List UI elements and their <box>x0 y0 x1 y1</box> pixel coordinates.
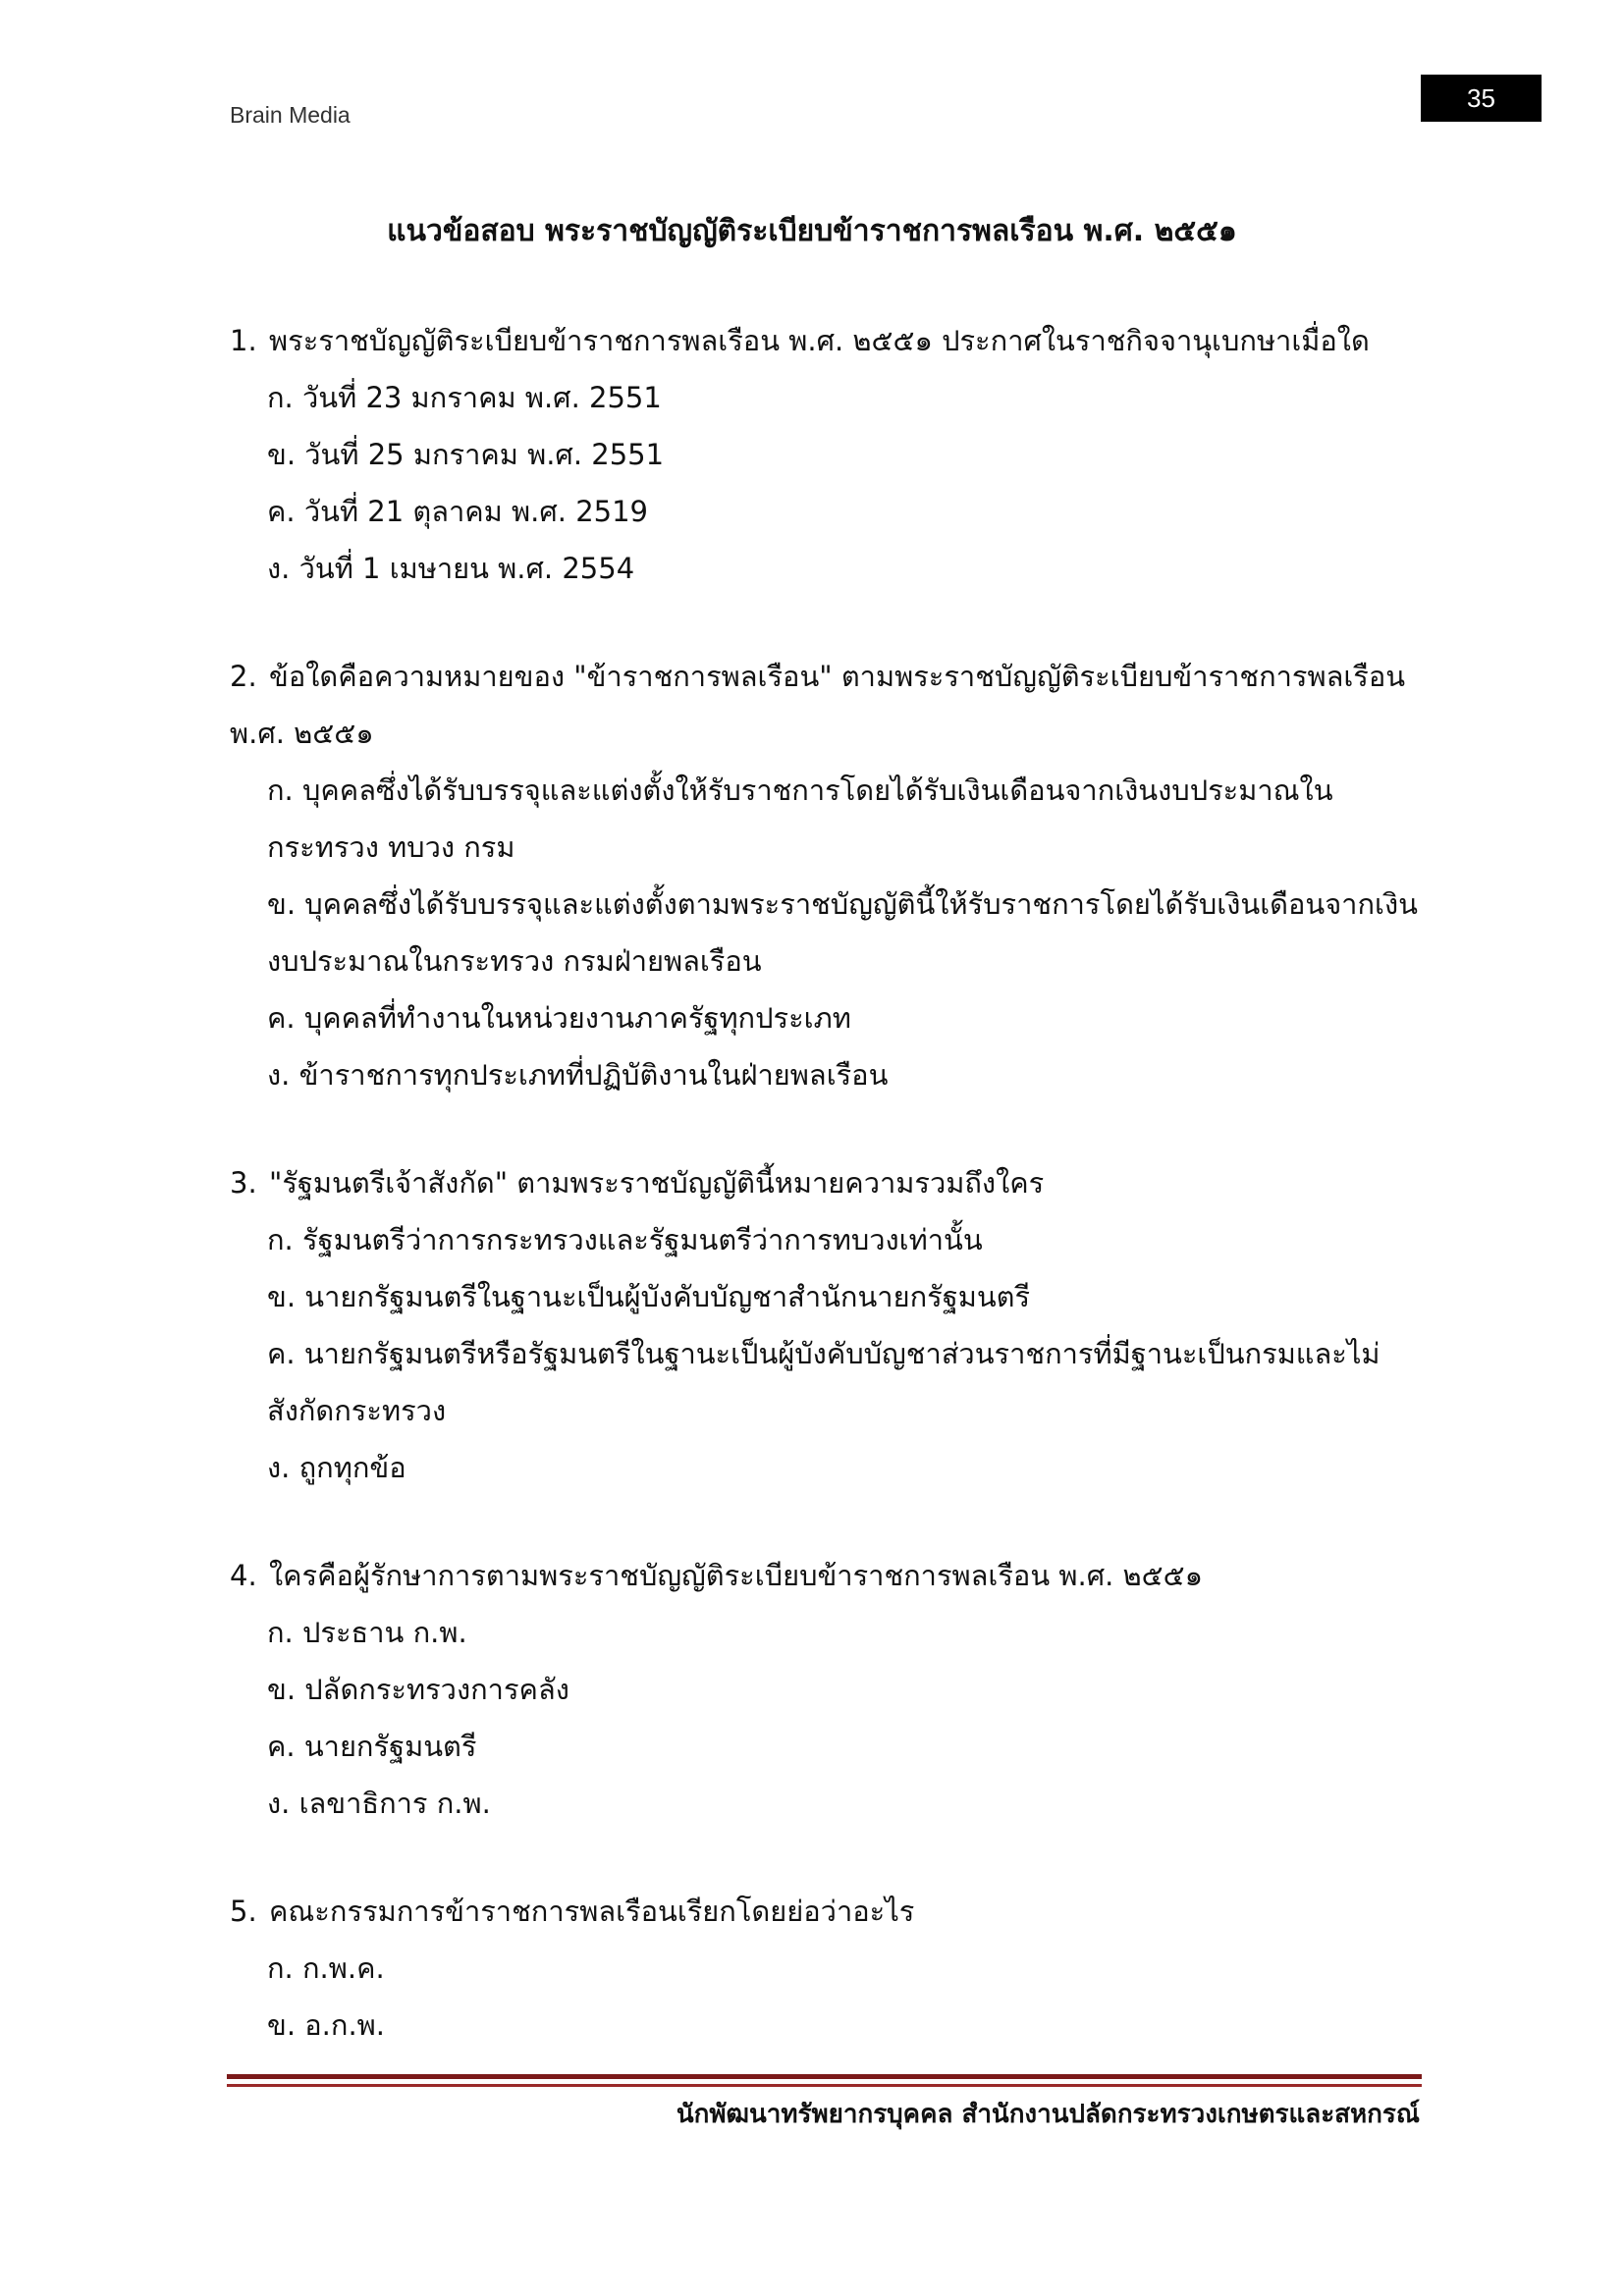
footer-divider <box>227 2074 1422 2079</box>
question-number: 2. <box>230 660 257 693</box>
question-2 <box>230 648 1437 1103</box>
question-text <box>230 648 1437 762</box>
footer-divider-thin <box>227 2084 1422 2087</box>
choice-c: ค. บุคคลที่ทำงานในหน่วยงานภาครัฐทุกประเภท <box>267 1001 851 1035</box>
question-body: ข้อใดคือความหมายของ "ข้าราชการพลเรือน" ตามพระราชบัญญัติระเบียบข้าราชการพลเรือน พ.ศ. ๒๕๕๑ <box>230 660 1406 750</box>
choice-d: ง. เลขาธิการ ก.พ. <box>267 1787 491 1820</box>
choice-d: ง. ถูกทุกข้อ <box>267 1451 406 1484</box>
question-body: ใครคือผู้รักษาการตามพระราชบัญญัติระเบียบข้าราชการพลเรือน พ.ศ. ๒๕๕๑ <box>269 1559 1203 1592</box>
footer-text: นักพัฒนาทรัพยากรบุคคล สำนักงานปลัดกระทรวงเกษตรและสหกรณ์ <box>676 2100 1420 2129</box>
choice-a: ก. บุคคลซึ่งได้รับบรรจุและแต่งตั้งให้รับราชการโดยได้รับเงินเดือนจากเงินงบประมาณในกระทรวง ทบวง กรม <box>267 774 1333 864</box>
question-number: 1. <box>230 324 257 357</box>
question-body: "รัฐมนตรีเจ้าสังกัด" ตามพระราชบัญญัตินี้หมายความรวมถึงใคร <box>269 1166 1045 1200</box>
question-5 <box>230 1883 1437 2054</box>
choice-c: ค. วันที่ 21 ตุลาคม พ.ศ. 2519 <box>267 495 649 528</box>
choice-b: ข. อ.ก.พ. <box>267 2008 386 2042</box>
choice-b: ข. ปลัดกระทรวงการคลัง <box>267 1673 569 1706</box>
choice-a: ก. ประธาน ก.พ. <box>267 1616 467 1649</box>
choice-a: ก. รัฐมนตรีว่าการกระทรวงและรัฐมนตรีว่าการทบวงเท่านั้น <box>267 1223 983 1256</box>
question-text <box>230 1547 1437 1604</box>
choice-b: ข. บุคคลซึ่งได้รับบรรจุและแต่งตั้งตามพระราชบัญญัตินี้ให้รับราชการโดยได้รับเงินเดือนจากเงินงบประมาณในกระทรวง กรมฝ่ายพลเรือน <box>267 887 1418 978</box>
choice-b: ข. นายกรัฐมนตรีในฐานะเป็นผู้บังคับบัญชาสำนักนายกรัฐมนตรี <box>267 1280 1031 1313</box>
question-list <box>230 312 1437 2105</box>
page-number: 35 <box>1421 75 1542 122</box>
question-text <box>230 1154 1437 1211</box>
choice-a: ก. ก.พ.ค. <box>267 1951 385 1985</box>
question-text <box>230 1883 1437 1940</box>
choice-c: ค. นายกรัฐมนตรี <box>267 1730 477 1763</box>
choice-c: ค. นายกรัฐมนตรีหรือรัฐมนตรีในฐานะเป็นผู้บังคับบัญชาส่วนราชการที่มีฐานะเป็นกรมและไม่สังกัดกระทรวง <box>267 1337 1380 1427</box>
choice-a: ก. วันที่ 23 มกราคม พ.ศ. 2551 <box>267 381 662 414</box>
question-1 <box>230 312 1437 597</box>
question-number: 4. <box>230 1559 257 1592</box>
choice-b: ข. วันที่ 25 มกราคม พ.ศ. 2551 <box>267 438 665 471</box>
choice-d: ง. ข้าราชการทุกประเภทที่ปฏิบัติงานในฝ่ายพลเรือน <box>267 1058 889 1092</box>
document-title: แนวข้อสอบ พระราชบัญญัติระเบียบข้าราชการพลเรือน พ.ศ. ๒๕๕๑ <box>387 214 1237 248</box>
question-number: 3. <box>230 1166 257 1200</box>
question-number: 5. <box>230 1895 257 1928</box>
question-4 <box>230 1547 1437 1832</box>
question-body: คณะกรรมการข้าราชการพลเรือนเรียกโดยย่อว่าอะไร <box>269 1895 915 1928</box>
question-text <box>230 312 1437 369</box>
question-body: พระราชบัญญัติระเบียบข้าราชการพลเรือน พ.ศ. ๒๕๕๑ ประกาศในราชกิจจานุเบกษาเมื่อใด <box>269 324 1370 357</box>
choice-d: ง. วันที่ 1 เมษายน พ.ศ. 2554 <box>267 552 635 585</box>
header-brand: Brain Media <box>230 102 351 128</box>
question-3 <box>230 1154 1437 1496</box>
